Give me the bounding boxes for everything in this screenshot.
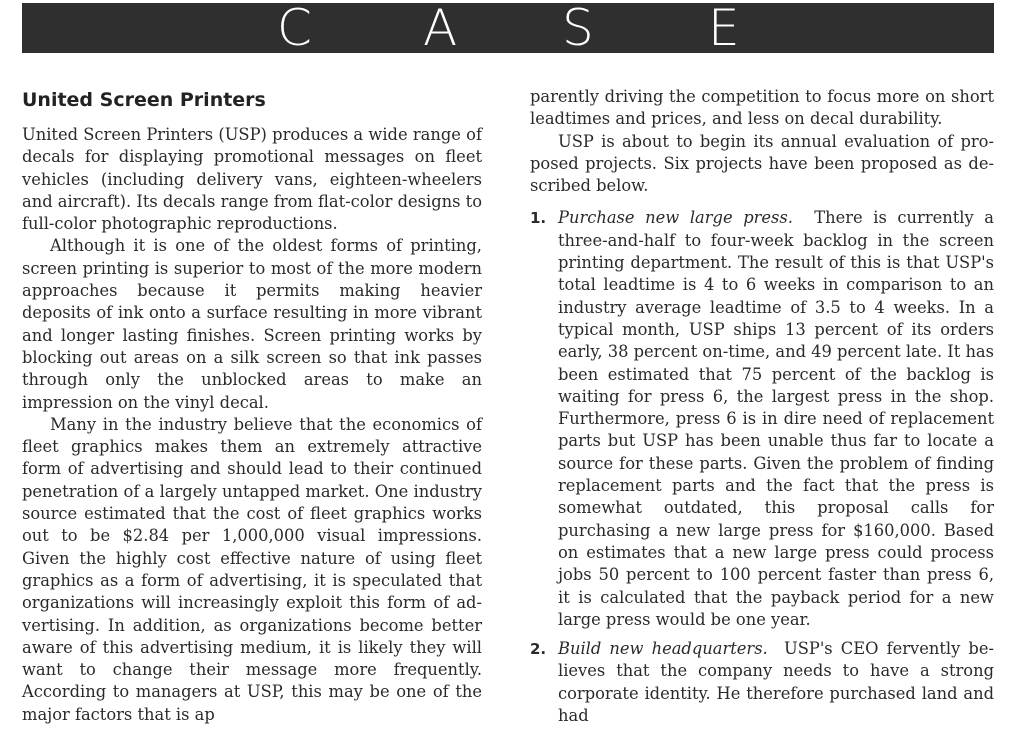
case-banner xyxy=(22,0,994,57)
paragraph-screen-printing: Although it is one of the oldest forms of printing, screen printing is superior to most of the more modern approaches because it permits making heavier deposits of ink onto a surface resulting in more vibrant and longer lasting finishes. Screen printing works by blocking out areas on a silk screen so that ink passes through only the unblocked areas to make an impression on the vinyl decal. xyxy=(22,236,482,412)
paragraph-intro: United Screen Printers (USP) produces a wide range of decals for displaying promotional messages on fleet vehicles (including delivery vans, eighteen-wheelers and aircraft). Its decals range from flat-color designs to full-color photographic reproductions. xyxy=(22,125,482,234)
left-column xyxy=(22,86,482,726)
project-description: USP's CEO fervently believes that the company needs to have a strong corporate identity. He therefore purchased land and had xyxy=(558,639,994,726)
right-column xyxy=(530,86,994,734)
banner-letter-s: S xyxy=(562,0,594,57)
paragraph-economics: Many in the industry believe that the economics of fleet graphics makes them an extremely attractive form of advertising and should lead to their continued penetration of a largely untapped market. One industry source estimated that the cost of fleet graphics works out to be $2.84 per 1,000,000 visual impressions. Given the highly cost effective nature of using fleet graphics as a form of advertising, it is speculated that organizations will increasingly exploit this form of advertising. In addition, as organizations become better aware of this advertising medium, it is likely they will want to change their message more frequently. According to managers at USP, this may be one of the major factors that is ap xyxy=(22,414,482,724)
project-description: There is currently a three-and-half to four-week backlog in the screen printing department. The result of this is that USP's total leadtime is 4 to 6 weeks in comparison to an industry average leadtime of 3.5 to 4 weeks. In a typical month, USP ships 13 percent of its orders early, 38 percent on-time, and 49 percent late. It has been estimated that 75 percent of the backlog is waiting for press 6, the largest press in the shop. Furthermore, press 6 is in dire need of replacement parts but USP has been unable thus far to locate a source for these parts. Given the problem of finding replacement parts and the fact that the press is somewhat outdated, this proposal calls for purchasing a new large press for $160,000. Based on estimates that a new large press could process jobs 50 percent to 100 percent faster than press 6, it is calculated that the payback period for a new large press would be one year. xyxy=(558,208,995,629)
project-item xyxy=(530,207,994,631)
project-number: 1. xyxy=(530,209,547,228)
paragraph-evaluation: USP is about to begin its annual evaluation of proposed projects. Six projects have been proposed as described below. xyxy=(530,131,994,196)
banner-letter-a: A xyxy=(423,0,458,57)
case-title: United Screen Printers xyxy=(22,89,266,111)
banner-letter-e: E xyxy=(708,0,740,57)
project-item xyxy=(530,638,994,727)
banner-letter-c: C xyxy=(277,0,312,57)
project-number: 2. xyxy=(530,640,547,659)
project-title: Purchase new large press. xyxy=(558,208,793,228)
paragraph-continuation: parently driving the competition to focus more on short leadtimes and prices, and less on decal durability. xyxy=(530,87,994,129)
project-title: Build new headquarters. xyxy=(558,639,768,659)
project-list xyxy=(530,207,994,727)
